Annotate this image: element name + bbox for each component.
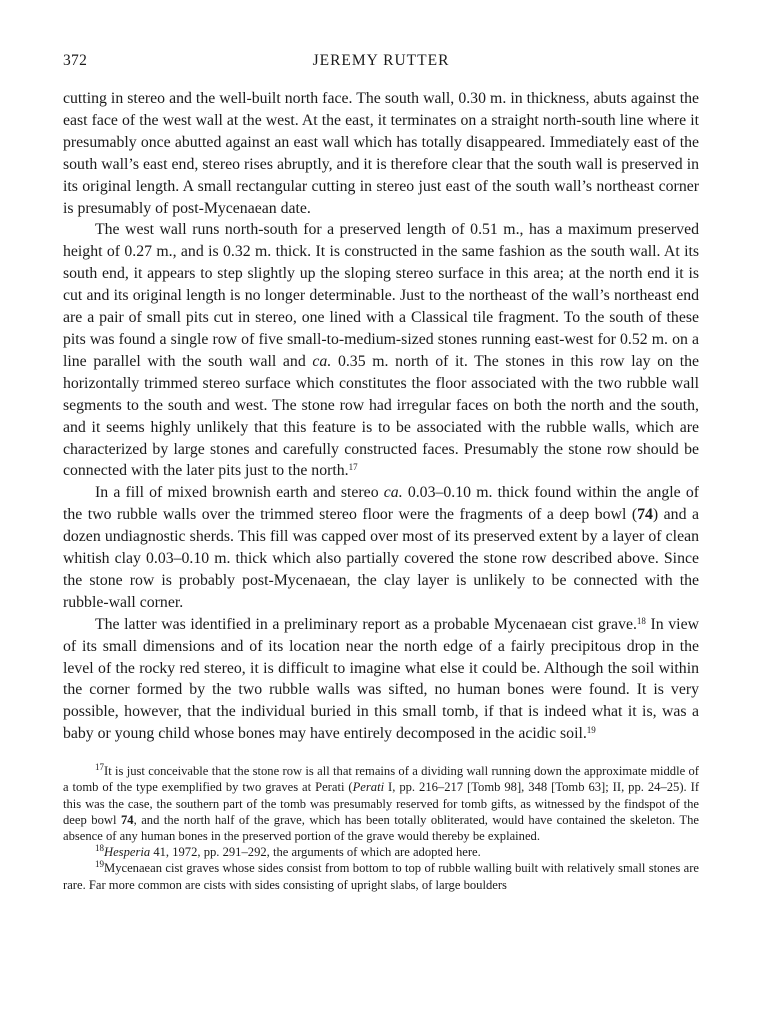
paragraph-4-text-cont: In view of its small dimensions and of its location near the north edge of a fairly precipitous drop in the level of the rocky red stereo, it is difficult to imagine what else it could be. Although the soil within the corner formed by the two rubble walls was sifted, no human bones were found. It is very possible, however, that the individual buried in this small tomb, if that is indeed what it is, was a baby or young child whose bones may have entirely decomposed in the acidic soil. bbox=[63, 615, 699, 743]
paragraph-3-text: In a fill of mixed brownish earth and stereo bbox=[95, 484, 379, 502]
footnote-mark: 17 bbox=[95, 762, 104, 773]
italic-title: Perati bbox=[352, 780, 385, 795]
footnote-ref-19[interactable]: 19 bbox=[586, 725, 596, 736]
footnote-18 bbox=[63, 844, 699, 860]
footnote-mark: 19 bbox=[95, 859, 104, 870]
italic-ca: ca. bbox=[383, 484, 403, 502]
footnote-17 bbox=[63, 763, 699, 844]
footnote-17-text: It is just conceivable that the stone row is all that remains of a dividing wall running down the approximate middle of a tomb of the type exemplified by two graves at Perati ( bbox=[63, 764, 699, 795]
page-number: 372 bbox=[63, 52, 88, 69]
footnote-17-text-end: , and the north half of the grave, which has been totally obliterated, would have contained the skeleton. The absence of any human bones in the preserved portion of the grave would thereby be explained. bbox=[63, 812, 699, 843]
footnotes bbox=[63, 763, 699, 893]
italic-title: Hesperia bbox=[104, 845, 151, 860]
document-page bbox=[63, 52, 699, 893]
footnote-ref-18[interactable]: 18 bbox=[636, 615, 646, 626]
italic-ca: ca. bbox=[312, 352, 332, 370]
paragraph-2 bbox=[63, 219, 699, 482]
running-head-author: JEREMY RUTTER bbox=[312, 52, 450, 69]
catalogue-number: 74 bbox=[637, 506, 653, 524]
footnote-19 bbox=[63, 860, 699, 892]
footnote-mark: 18 bbox=[95, 843, 104, 854]
paragraph-3-text-cont: 0.03–0.10 m. thick found within the angle of the two rubble walls over the trimmed stereo floor were the fragments of a deep bowl ( bbox=[63, 484, 700, 524]
paragraph-1-text: cutting in stereo and the well-built north face. The south wall, 0.30 m. in thickness, abuts against the east face of the west wall at the west. At the east, it terminates on a straight north-south line where it presumably once abutted against an east wall which has totally disappeared. Immediately east of the south wall’s east end, stereo rises abruptly, and it is therefore clear that the south wall is preserved in its original length. A small rectangular cutting in stereo just east of the south wall’s northeast corner is presumably of post-Mycenaean date. bbox=[63, 90, 699, 217]
footnote-ref-17[interactable]: 17 bbox=[348, 462, 358, 473]
catalogue-number: 74 bbox=[120, 812, 134, 827]
paragraph-4 bbox=[63, 614, 699, 745]
footnote-17-text-cont: I, pp. 216–217 [Tomb 98], 348 [Tomb 63]; II, pp. 24–25). If this was the case, the southern part of the tomb was presumably reserved for tomb gifts, as witnessed by the findspot of the deep bowl bbox=[63, 780, 700, 827]
paragraph-3 bbox=[63, 482, 699, 613]
running-header bbox=[63, 52, 699, 76]
paragraph-2-text: The west wall runs north-south for a preserved length of 0.51 m., has a maximum preserved height of 0.27 m., and is 0.32 m. thick. It is constructed in the same fashion as the south wall. At its south end, it appears to step slightly up the sloping stereo surface in this area; at the north end it is cut and its original length is no longer determinable. Just to the northeast of the wall’s northeast end are a pair of small pits cut in stereo, one lined with a Classical tile fragment. To the south of these pits was found a single row of five small-to-medium-sized stones running east-west for 0.52 m. on a line parallel with the south wall and bbox=[63, 221, 699, 370]
paragraph-4-text: The latter was identified in a preliminary report as a probable Mycenaean cist grave. bbox=[95, 615, 637, 633]
paragraph-2-text-cont: 0.35 m. north of it. The stones in this row lay on the horizontally trimmed stereo surface which constitutes the floor associated with the two rubble wall segments to the south and west. The stone row had irregular faces on both the north and the south, and it seems highly unlikely that this feature is to be associated with the rubble walls, which are characterized by large stones and carefully constructed faces. Presumably the stone row should be connected with the later pits just to the north. bbox=[63, 352, 700, 480]
body-text bbox=[63, 88, 699, 745]
paragraph-1 bbox=[63, 88, 699, 219]
footnote-18-text: 41, 1972, pp. 291–292, the arguments of which are adopted here. bbox=[150, 845, 481, 860]
footnote-19-text: Mycenaean cist graves whose sides consist from bottom to top of rubble walling built with relatively small stones are rare. Far more common are cists with sides consisting of upright slabs, of large boulders bbox=[63, 861, 699, 892]
paragraph-3-text-end: ) and a dozen undiagnostic sherds. This fill was capped over most of its preserved extent by a layer of clean whitish clay 0.03–0.10 m. thick which also partially covered the stone row described above. Since the stone row is probably post-Mycenaean, the clay layer is unlikely to be connected with the rubble-wall corner. bbox=[63, 506, 699, 611]
